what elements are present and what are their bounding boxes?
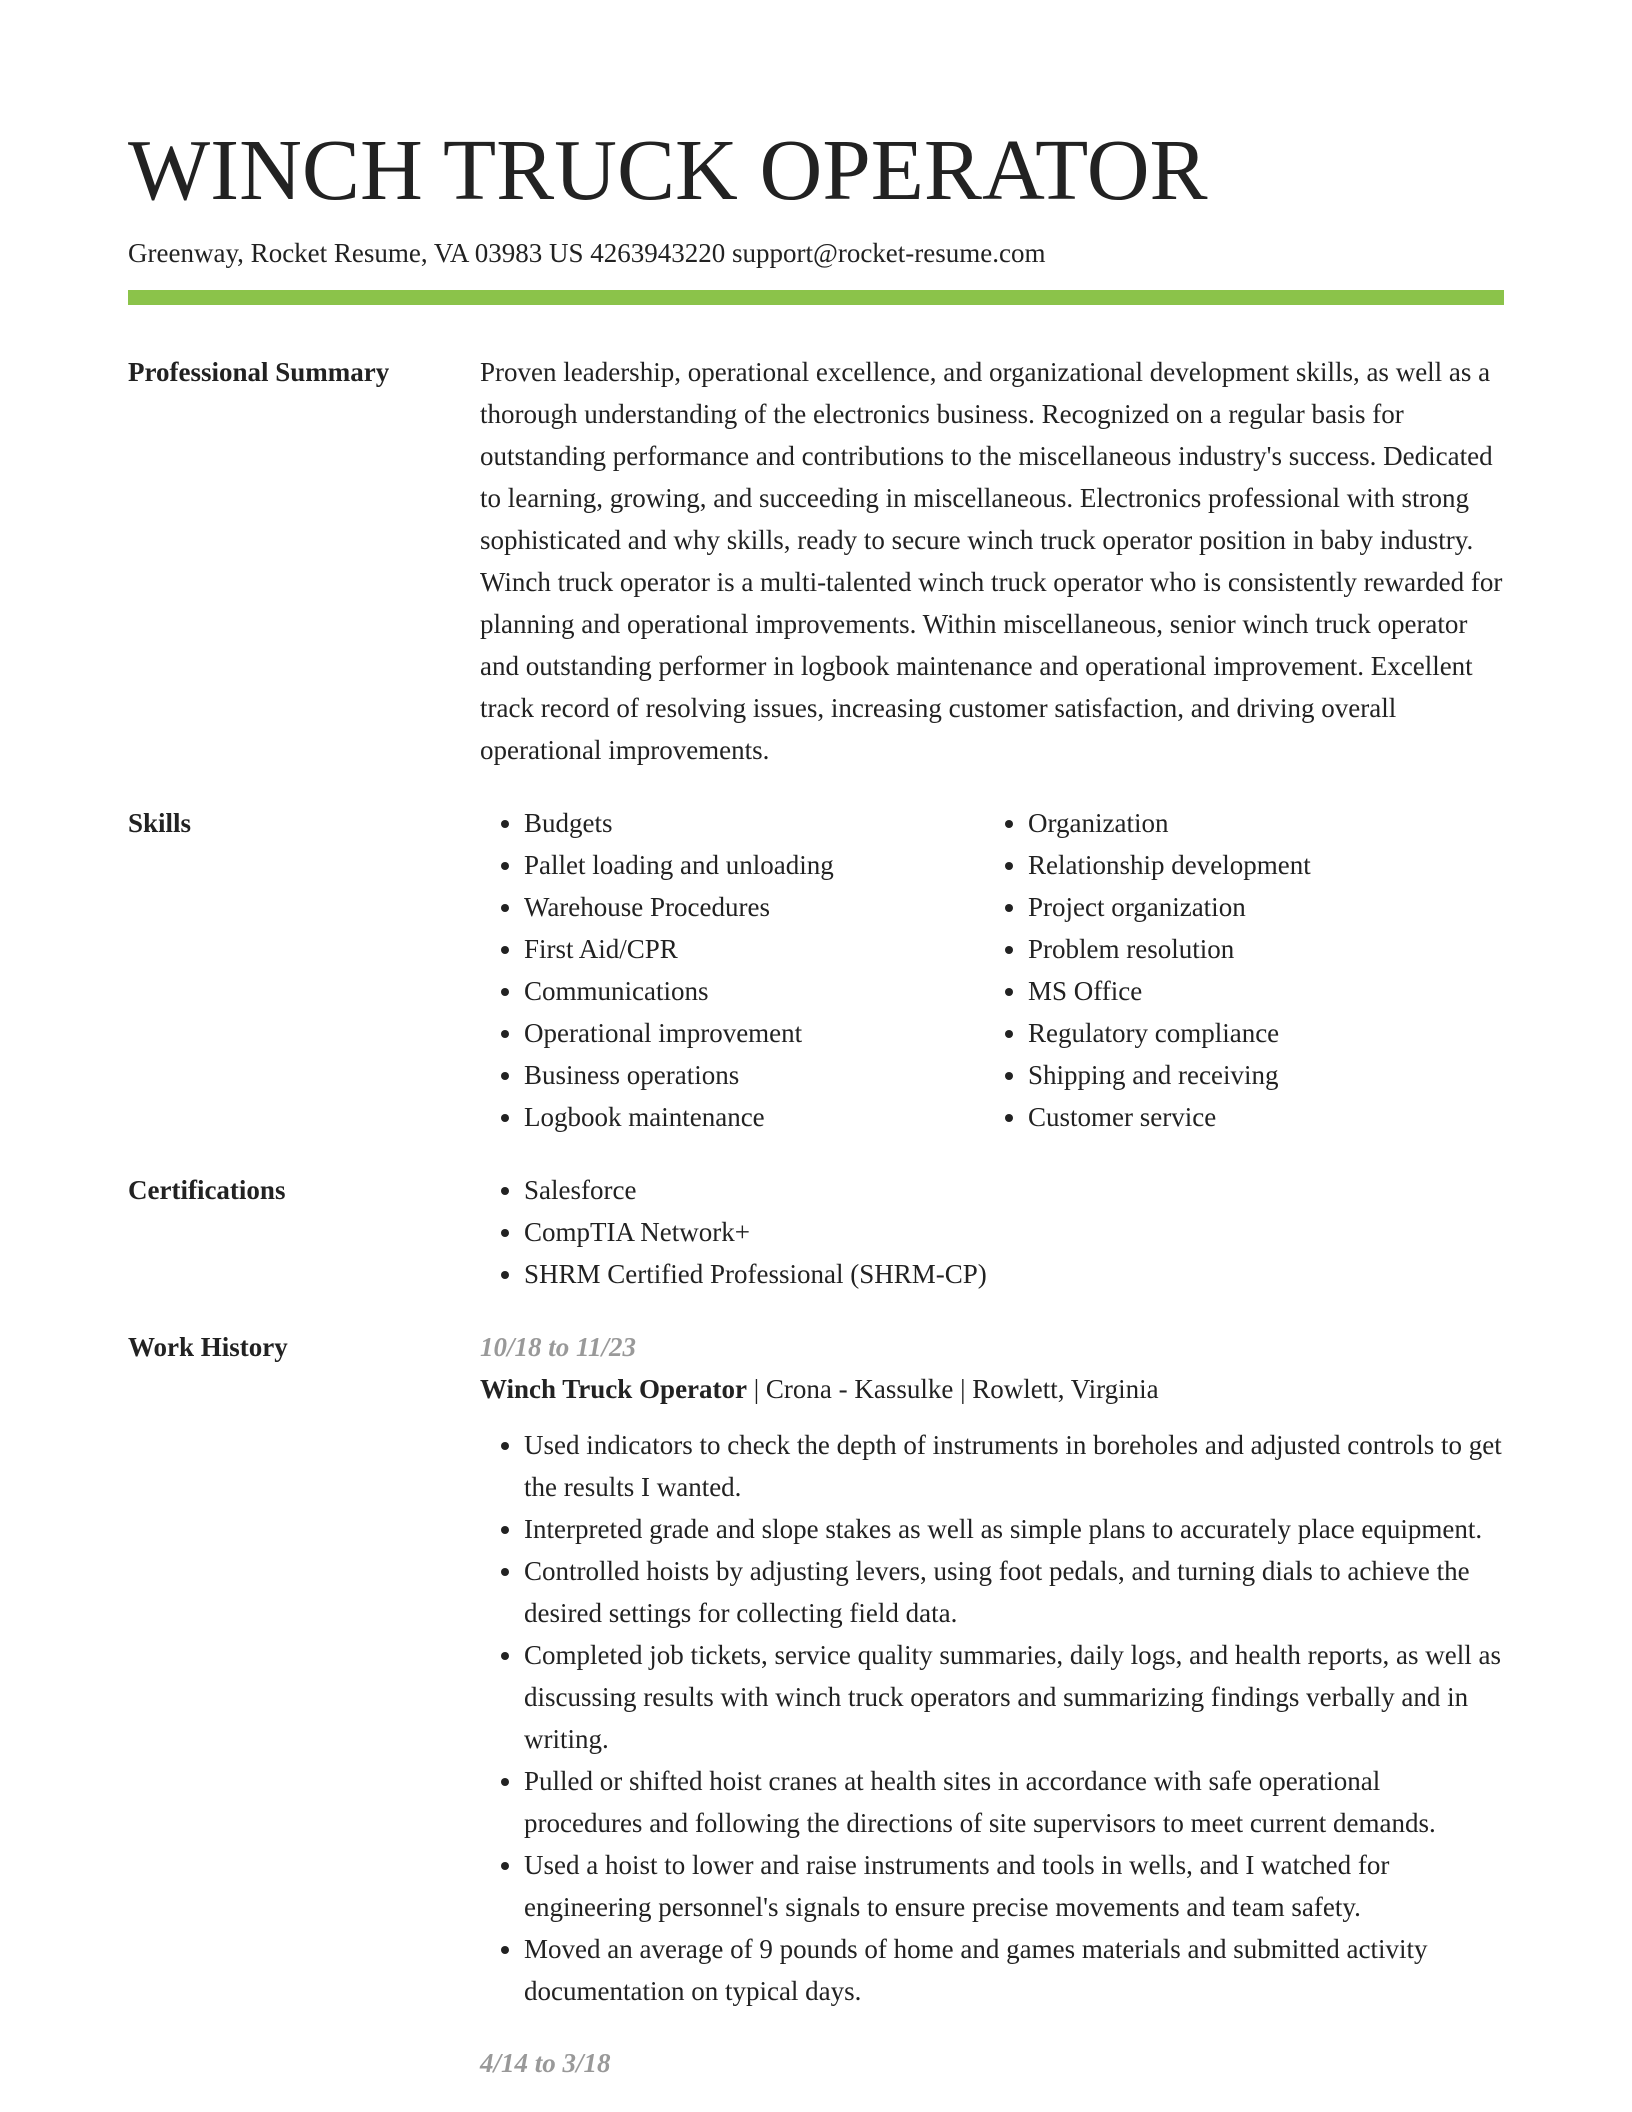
summary-text: Proven leadership, operational excellence, and organizational development skills, as well as a thorough understanding of the electronics business. Recognized on a regular basis for outstanding performance and contributions to the miscellaneous industry's success. Dedicated to learning, growing, and succeeding in miscellaneous. Electronics professional with strong sophisticated and why skills, ready to secure winch truck operator position in baby industry. Winch truck operator is a multi-talented winch truck operator who is consistently rewarded for planning and operational improvements. Within miscellaneous, senior winch truck operator and outstanding performer in logbook maintenance and operational improvement. Excellent track record of resolving issues, increasing customer satisfaction, and driving overall operational improvements.	[480, 357, 1503, 765]
certification-item: • Salesforce	[524, 1169, 1504, 1211]
work-history-section	[128, 1326, 1504, 2084]
certifications-heading: Certifications	[128, 1175, 286, 1205]
summary-heading: Professional Summary	[128, 357, 390, 387]
job-dates: 10/18 to 11/23	[480, 1332, 637, 1362]
certification-item: • CompTIA Network+	[524, 1211, 1504, 1253]
skill-item: • Pallet loading and unloading	[524, 844, 984, 886]
certification-item: • SHRM Certified Professional (SHRM-CP)	[524, 1253, 1504, 1295]
job-bullet: • Used a hoist to lower and raise instruments and tools in wells, and I watched for engineering personnel's signals to ensure precise movements and team safety.	[524, 1844, 1504, 1928]
contact-address: Greenway, Rocket Resume, VA 03983 US	[128, 238, 584, 268]
skill-item: • Warehouse Procedures	[524, 886, 984, 928]
job-employer-location: | Crona - Kassulke | Rowlett, Virginia	[747, 1374, 1159, 1404]
contact-email[interactable]: support@rocket-resume.com	[731, 238, 1046, 268]
job-dates: 4/14 to 3/18	[480, 2048, 611, 2078]
job-title-line	[480, 1368, 1504, 1410]
skill-item: • Communications	[524, 970, 984, 1012]
job-bullet: • Pulled or shifted hoist cranes at health sites in accordance with safe operational procedures and following the directions of site supervisors to meet current demands.	[524, 1760, 1504, 1844]
skill-item: • Regulatory compliance	[1028, 1012, 1488, 1054]
job-entry	[480, 1326, 1504, 2012]
skills-list-right	[984, 802, 1488, 1138]
skills-section	[128, 802, 1504, 1138]
job-title: Winch Truck Operator	[480, 1374, 748, 1404]
contact-line	[128, 236, 1504, 270]
skill-item: • Logbook maintenance	[524, 1096, 984, 1138]
summary-section	[128, 351, 1504, 771]
resume-name: WINCH TRUCK OPERATOR	[128, 121, 1208, 218]
job-bullet: • Used indicators to check the depth of instruments in boreholes and adjusted controls to get the results I wanted.	[524, 1424, 1504, 1508]
skill-item: • MS Office	[1028, 970, 1488, 1012]
header-divider	[128, 290, 1504, 305]
skills-list-left	[480, 802, 984, 1138]
job-bullet: • Completed job tickets, service quality summaries, daily logs, and health reports, as well as discussing results with winch truck operators and summarizing findings verbally and in writing.	[524, 1634, 1504, 1760]
job-bullet: • Interpreted grade and slope stakes as well as simple plans to accurately place equipment.	[524, 1508, 1504, 1550]
contact-phone: 4263943220	[590, 238, 726, 268]
job-entry	[480, 2042, 1504, 2084]
skill-item: • Relationship development	[1028, 844, 1488, 886]
work-history-heading: Work History	[128, 1332, 288, 1362]
skill-item: • Project organization	[1028, 886, 1488, 928]
certifications-section	[128, 1169, 1504, 1295]
skill-item: • Business operations	[524, 1054, 984, 1096]
job-bullet: • Controlled hoists by adjusting levers, using foot pedals, and turning dials to achieve the desired settings for collecting field data.	[524, 1550, 1504, 1634]
skill-item: • Operational improvement	[524, 1012, 984, 1054]
job-bullets	[480, 1424, 1504, 2012]
skill-item: • Organization	[1028, 802, 1488, 844]
skill-item: • Customer service	[1028, 1096, 1488, 1138]
skill-item: • Shipping and receiving	[1028, 1054, 1488, 1096]
certifications-list	[480, 1169, 1504, 1295]
skill-item: • First Aid/CPR	[524, 928, 984, 970]
job-bullet: • Moved an average of 9 pounds of home and games materials and submitted activity documentation on typical days.	[524, 1928, 1504, 2012]
skill-item: • Problem resolution	[1028, 928, 1488, 970]
resume-page	[128, 0, 1504, 2084]
skill-item: • Budgets	[524, 802, 984, 844]
skills-heading: Skills	[128, 808, 192, 838]
